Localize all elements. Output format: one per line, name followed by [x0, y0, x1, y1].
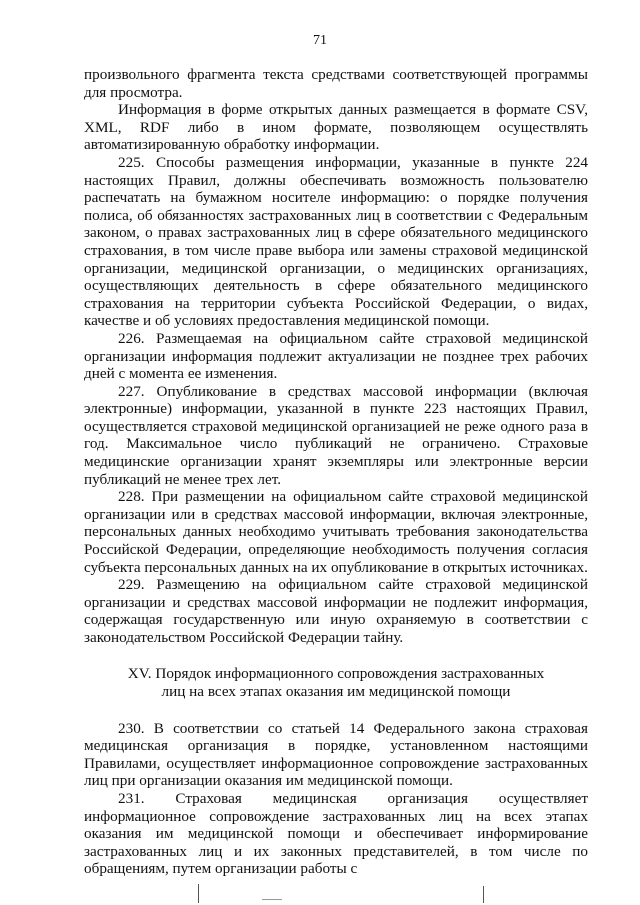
paragraph-229: 229. Размещению на официальном сайте страховой медицинской организации и средствах массовой информации не подлежит информация, содержащая государственную или иную охраняемую в соответствии с законодательством Российской Федерации тайну. — [84, 576, 588, 646]
paragraph-continuation: произвольного фрагмента текста средствами соответствующей программы для просмотра. — [84, 66, 588, 101]
paragraph-227: 227. Опубликование в средствах массовой информации (включая электронные) информации, указанной в пункте 223 настоящих Правил, осуществляется страховой медицинской организацией не реже одного раза в год. Максимальное число публикаций не ограничено. Страховые медицинские организации хранят экземпляры или электронные версии публикаций не менее трех лет. — [84, 382, 588, 488]
paragraph-226: 226. Размещаемая на официальном сайте страховой медицинской организации информация подлежит актуализации не позднее трех рабочих дней с момента ее изменения. — [84, 329, 588, 383]
section-heading-line-2: лиц на всех этапах оказания им медицинской помощи — [161, 683, 511, 701]
paragraph-230: 230. В соответствии со статьей 14 Федерального закона страховая медицинская организация в порядке, установленном настоящими Правилами, осуществляет информационное сопровождение застрахованных лиц при организации оказания им медицинской помощи. — [84, 719, 588, 790]
scan-binding-mark-left — [198, 884, 199, 903]
document-body — [84, 66, 588, 878]
section-heading-line-1: XV. Порядок информационного сопровождения застрахованных — [127, 664, 545, 682]
paragraph-228: 228. При размещении на официальном сайте страховой медицинской организации или в средствах массовой информации, включая электронные, персональных данных необходимо учитывать требования законодательства Российской Федерации, определяющие необходимость получения согласия субъекта персональных данных на их опубликование в открытых источниках. — [84, 488, 588, 576]
scan-binding-mark-right — [483, 886, 484, 903]
paragraph-open-data-format: Информация в форме открытых данных размещается в формате CSV, XML, RDF либо в ином формате, позволяющем осуществлять автоматизированную обработку информации. — [84, 101, 588, 154]
section-heading — [84, 665, 588, 702]
page-number: 71 — [313, 33, 327, 48]
paragraph-225: 225. Способы размещения информации, указанные в пункте 224 настоящих Правил, должны обеспечивать возможность пользователю распечатать на бумажном носителе информацию: о порядке получения полиса, об обязанностях застрахованных лиц в соответствии с Федеральным законом, о правах застрахованных лиц в сфере обязательного медицинского страхования, в том числе праве выбора или замены страховой медицинской организации, медицинской организации, о медицинских организациях, осуществляющих деятельность в сфере обязательного медицинского страхования на территории субъекта Российской Федерации, о видах, качестве и об условиях предоставления медицинской помощи. — [84, 153, 588, 330]
scan-artifact-dash — [262, 899, 282, 900]
paragraph-231: 231. Страховая медицинская организация осуществляет информационное сопровождение застрахованных лиц на всех этапах оказания им медицинской помощи и обеспечивает информирование застрахованных лиц и их законных представителей, в том числе по обращениям, путем организации работы с — [84, 789, 588, 878]
